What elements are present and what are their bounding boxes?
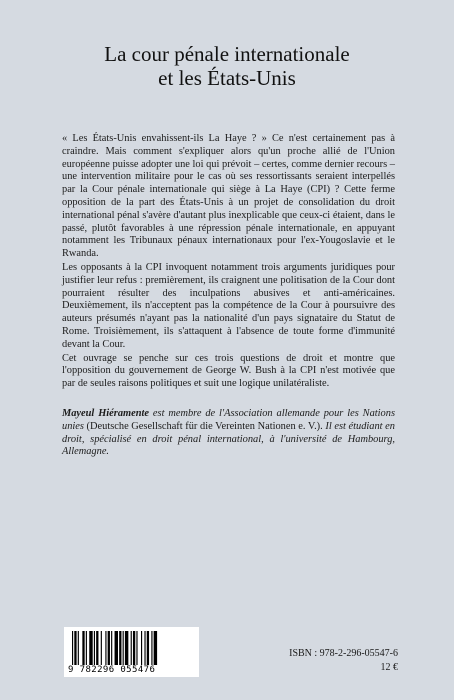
- title-line-2: et les États-Unis: [158, 66, 296, 90]
- barcode-bars-graphic: [72, 631, 192, 665]
- author-bio-part-2: (Deutsche Gesellschaft für die Vereinten Nationen e. V.).: [83, 420, 323, 432]
- author-bio-part-1: est membre de l'Association allemande pour les Nations unies: [62, 408, 395, 432]
- barcode: [64, 627, 199, 677]
- title-line-1: La cour pénale internationale: [104, 42, 350, 66]
- author-name: Mayeul Hiéramente: [62, 408, 150, 419]
- book-title: [0, 42, 454, 90]
- price: 12 €: [380, 662, 398, 673]
- isbn: ISBN : 978-2-296-05547-6: [289, 648, 398, 659]
- barcode-number: 9 782296 055476: [68, 665, 156, 675]
- author-bio: [62, 408, 395, 459]
- blurb: [62, 133, 395, 392]
- author-bio-part-3: Il est étudiant en droit, spécialisé en droit pénal international, à l'université de Hambourg, Allemagne.: [62, 420, 395, 458]
- blurb-paragraph-2: Les opposants à la CPI invoquent notamment trois arguments juridiques pour justifier leur refus : premièrement, ils craignent une politisation de la Cour dont pourraient résulter des inculpations abusives et anti-américaines. Deuxièmement, ils n'acceptent pas la compétence de la Cour à poursuivre des auteurs présumés n'ayant pas la nationalité d'un pays signataire du Statut de Rome. Troisièmement, ils s'attaquent à l'absence de toute forme d'immunité devant la Cour.: [62, 261, 395, 350]
- blurb-paragraph-3: Cet ouvrage se penche sur ces trois questions de droit et montre que l'opposition du gouvernement de George W. Bush à la CPI n'est motivée que par de seules raisons politiques et suit une logique unilatéraliste.: [62, 352, 395, 390]
- blurb-paragraph-1: « Les États-Unis envahissent-ils La Haye ? » Ce n'est certainement pas à craindre. Mais comment s'expliquer alors qu'un proche allié de l'Union européenne puisse adopter une loi qui prévoit – certes, comme dernier recours – une intervention militaire pour le cas où ses ressortissants seraient interpellés par la Cour pénale internationale qui siège à La Haye (CPI) ? Cette ferme opposition de la part des États-Unis à un projet de consolidation du droit international pénal s'avère d'autant plus inexplicable que ceux-ci étaient, dans le passé, plutôt favorables à une répression pénale internationale, en appuyant notamment les Tribunaux pénaux internationaux pour l'ex-Yougoslavie et le Rwanda.: [62, 133, 395, 260]
